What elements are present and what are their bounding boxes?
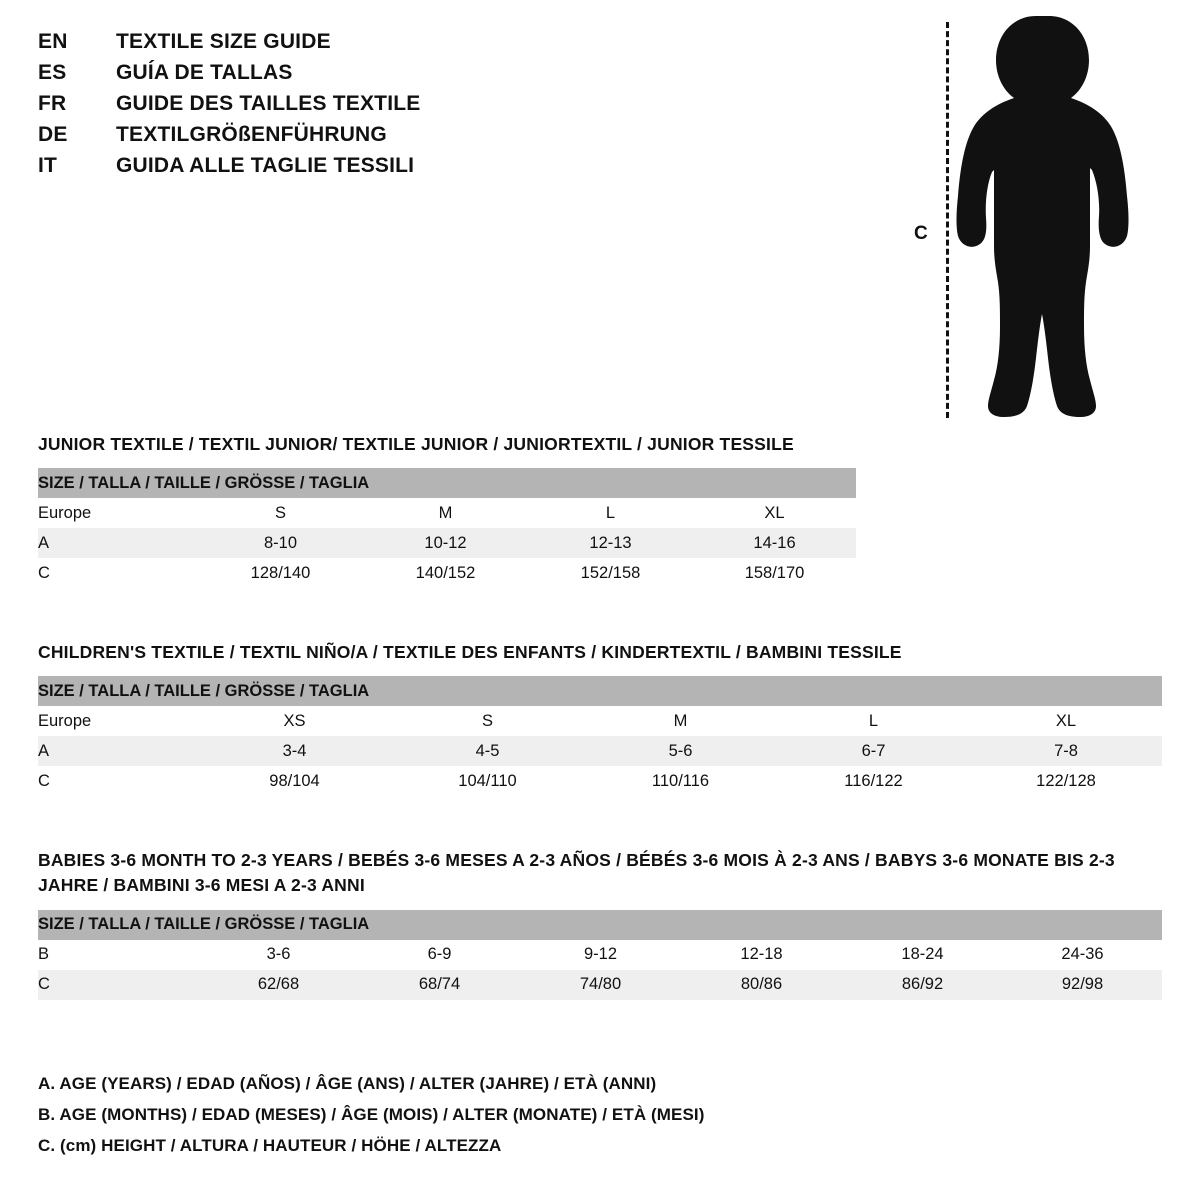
cell-value: S bbox=[391, 706, 584, 736]
cell-value: 10-12 bbox=[363, 528, 528, 558]
row-label: C bbox=[38, 970, 198, 1000]
cell-value: 86/92 bbox=[842, 970, 1003, 1000]
cell-value: 9-12 bbox=[520, 940, 681, 970]
language-title-en: TEXTILE SIZE GUIDE bbox=[116, 30, 331, 53]
language-code-de: DE bbox=[38, 123, 68, 146]
measurement-figure bbox=[880, 8, 1170, 418]
cell-value: M bbox=[584, 706, 777, 736]
babies-size-table bbox=[38, 910, 1162, 1000]
cell-value: 12-13 bbox=[528, 528, 693, 558]
cell-value: 74/80 bbox=[520, 970, 681, 1000]
row-label: C bbox=[38, 766, 198, 796]
language-code-fr: FR bbox=[38, 92, 67, 115]
language-title-fr: GUIDE DES TAILLES TEXTILE bbox=[116, 92, 421, 115]
cell-value: 116/122 bbox=[777, 766, 970, 796]
cell-value: 68/74 bbox=[359, 970, 520, 1000]
section-junior bbox=[38, 432, 1162, 588]
language-row-it bbox=[38, 154, 658, 185]
cell-value: 24-36 bbox=[1003, 940, 1162, 970]
cell-value: 158/170 bbox=[693, 558, 856, 588]
cell-value: 104/110 bbox=[391, 766, 584, 796]
section-children bbox=[38, 640, 1162, 796]
table-header-row bbox=[38, 676, 1162, 706]
cell-value: 98/104 bbox=[198, 766, 391, 796]
cell-value: 80/86 bbox=[681, 970, 842, 1000]
language-code-it: IT bbox=[38, 154, 58, 177]
row-label: Europe bbox=[38, 706, 198, 736]
language-code-en: EN bbox=[38, 30, 68, 53]
table-row bbox=[38, 970, 1162, 1000]
cell-value: L bbox=[528, 498, 693, 528]
cell-value: XL bbox=[693, 498, 856, 528]
table-row bbox=[38, 736, 1162, 766]
junior-table-header: SIZE / TALLA / TAILLE / GRÖSSE / TAGLIA bbox=[38, 468, 856, 498]
cell-value: 14-16 bbox=[693, 528, 856, 558]
table-row bbox=[38, 940, 1162, 970]
cell-value: 140/152 bbox=[363, 558, 528, 588]
table-row bbox=[38, 706, 1162, 736]
section-babies bbox=[38, 848, 1162, 1000]
cell-value: 7-8 bbox=[970, 736, 1162, 766]
table-header-row bbox=[38, 910, 1162, 940]
babies-table-header: SIZE / TALLA / TAILLE / GRÖSSE / TAGLIA bbox=[38, 910, 1162, 940]
legend-line-c: C. (cm) HEIGHT / ALTURA / HAUTEUR / HÖHE / ALTEZZA bbox=[38, 1136, 502, 1155]
table-row bbox=[38, 558, 856, 588]
section-title-junior: JUNIOR TEXTILE / TEXTIL JUNIOR/ TEXTILE JUNIOR / JUNIORTEXTIL / JUNIOR TESSILE bbox=[38, 434, 794, 454]
cell-value: 12-18 bbox=[681, 940, 842, 970]
language-row-es bbox=[38, 61, 658, 92]
row-label: A bbox=[38, 736, 198, 766]
cell-value: XL bbox=[970, 706, 1162, 736]
cell-value: S bbox=[198, 498, 363, 528]
cell-value: XS bbox=[198, 706, 391, 736]
cell-value: L bbox=[777, 706, 970, 736]
cell-value: 62/68 bbox=[198, 970, 359, 1000]
language-row-fr bbox=[38, 92, 658, 123]
cell-value: 152/158 bbox=[528, 558, 693, 588]
legend-line-b: B. AGE (MONTHS) / EDAD (MESES) / ÂGE (MOIS) / ALTER (MONATE) / ETÀ (MESI) bbox=[38, 1105, 705, 1124]
cell-value: 128/140 bbox=[198, 558, 363, 588]
table-row bbox=[38, 766, 1162, 796]
children-table-header: SIZE / TALLA / TAILLE / GRÖSSE / TAGLIA bbox=[38, 676, 1162, 706]
section-title-children: CHILDREN'S TEXTILE / TEXTIL NIÑO/A / TEXTILE DES ENFANTS / KINDERTEXTIL / BAMBINI TESSILE bbox=[38, 642, 902, 662]
row-label: Europe bbox=[38, 498, 198, 528]
table-header-row bbox=[38, 468, 856, 498]
cell-value: 122/128 bbox=[970, 766, 1162, 796]
row-label: B bbox=[38, 940, 198, 970]
junior-size-table bbox=[38, 468, 856, 588]
cell-value: 6-9 bbox=[359, 940, 520, 970]
cell-value: 3-6 bbox=[198, 940, 359, 970]
cell-value: 6-7 bbox=[777, 736, 970, 766]
cell-value: 18-24 bbox=[842, 940, 1003, 970]
language-code-es: ES bbox=[38, 61, 67, 84]
children-size-table bbox=[38, 676, 1162, 796]
language-title-de: TEXTILGRÖßENFÜHRUNG bbox=[116, 123, 387, 146]
child-silhouette-icon bbox=[940, 14, 1140, 419]
legend-block bbox=[38, 1068, 1138, 1161]
cell-value: M bbox=[363, 498, 528, 528]
cell-value: 3-4 bbox=[198, 736, 391, 766]
height-measure-label: C bbox=[914, 223, 928, 244]
table-row bbox=[38, 498, 856, 528]
language-title-es: GUÍA DE TALLAS bbox=[116, 61, 293, 84]
language-row-en bbox=[38, 30, 658, 61]
legend-line-a: A. AGE (YEARS) / EDAD (AÑOS) / ÂGE (ANS) / ALTER (JAHRE) / ETÀ (ANNI) bbox=[38, 1074, 657, 1093]
table-row bbox=[38, 528, 856, 558]
language-row-de bbox=[38, 123, 658, 154]
row-label: A bbox=[38, 528, 198, 558]
section-title-babies: BABIES 3-6 MONTH TO 2-3 YEARS / BEBÉS 3-6 MESES A 2-3 AÑOS / BÉBÉS 3-6 MOIS À 2-3 ANS / BABYS 3-6 MONATE BIS 2-3 JAHRE / BAMBINI 3-6 MESI A 2-3 ANNI bbox=[38, 850, 1115, 896]
row-label: C bbox=[38, 558, 198, 588]
cell-value: 4-5 bbox=[391, 736, 584, 766]
cell-value: 110/116 bbox=[584, 766, 777, 796]
language-title-it: GUIDA ALLE TAGLIE TESSILI bbox=[116, 154, 415, 177]
language-title-block bbox=[38, 30, 658, 185]
cell-value: 92/98 bbox=[1003, 970, 1162, 1000]
cell-value: 5-6 bbox=[584, 736, 777, 766]
cell-value: 8-10 bbox=[198, 528, 363, 558]
